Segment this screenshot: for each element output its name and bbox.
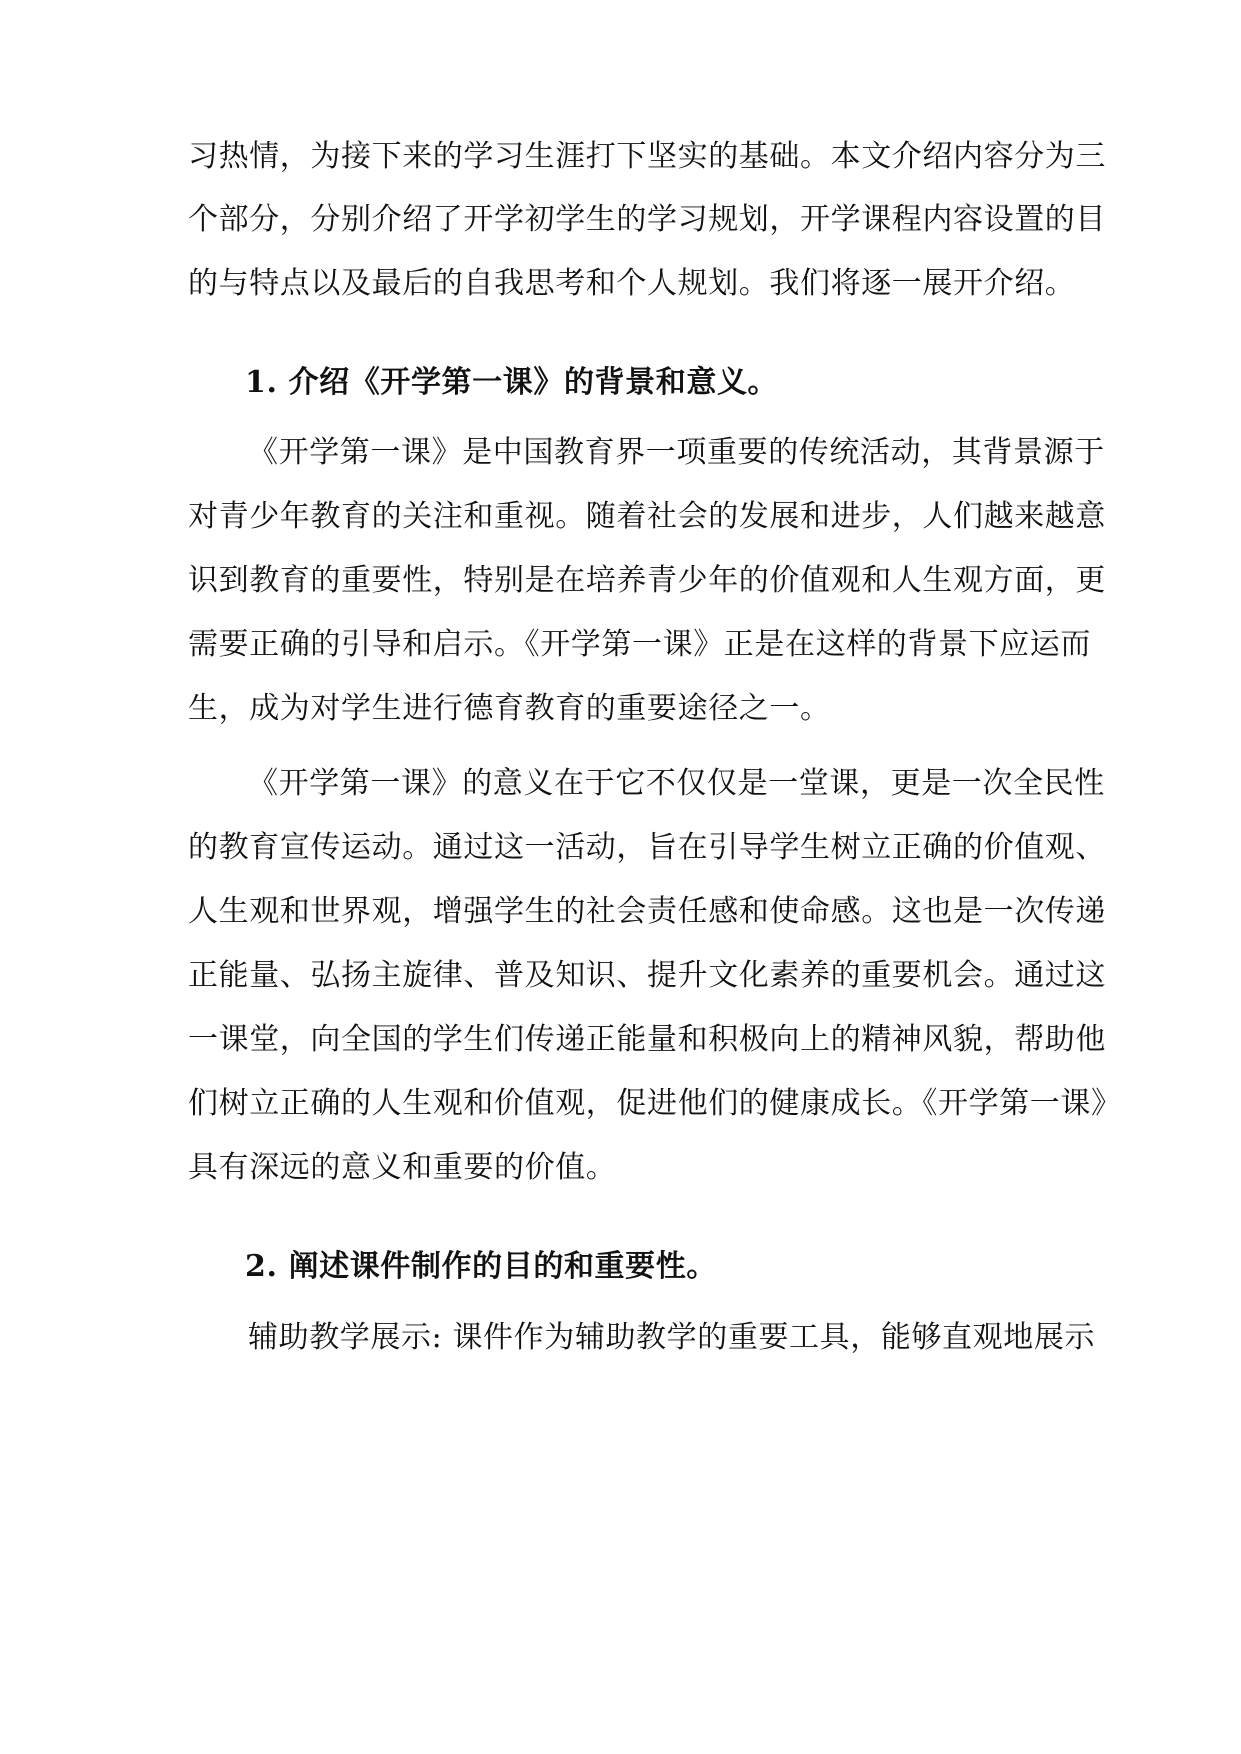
paragraph-line: 《开学第一课》是中国教育界一项重要的传统活动，其背景源于 (248, 435, 1105, 470)
paragraph-line: 生，成为对学生进行德育教育的重要途径之一。 (188, 691, 831, 726)
section-heading-2: 2. 阐述课件制作的目的和重要性。 (245, 1249, 717, 1284)
paragraph-line: 们树立正确的人生观和价值观，促进他们的健康成长。《开学第一课》 (188, 1086, 1122, 1121)
paragraph-line: 习热情，为接下来的学习生涯打下坚实的基础。本文介绍内容分为三 (188, 139, 1106, 174)
paragraph-line: 个部分，分别介绍了开学初学生的学习规划，开学课程内容设置的目 (188, 202, 1106, 237)
paragraph-line: 需要正确的引导和启示。《开学第一课》正是在这样的背景下应运而 (188, 627, 1091, 662)
paragraph-line: 《开学第一课》的意义在于它不仅仅是一堂课，更是一次全民性 (248, 766, 1105, 801)
paragraph-line: 人生观和世界观，增强学生的社会责任感和使命感。这也是一次传递 (188, 894, 1106, 929)
paragraph-line: 具有深远的意义和重要的价值。 (188, 1150, 617, 1185)
paragraph-line: 的教育宣传运动。通过这一活动，旨在引导学生树立正确的价值观、 (188, 830, 1106, 865)
paragraph-line: 正能量、弘扬主旋律、普及知识、提升文化素养的重要机会。通过这 (188, 958, 1106, 993)
section-heading-1: 1. 介绍《开学第一课》的背景和意义。 (245, 365, 779, 400)
paragraph-line: 识到教育的重要性，特别是在培养青少年的价值观和人生观方面，更 (188, 563, 1106, 598)
paragraph-line: 辅助教学展示: 课件作为辅助教学的重要工具，能够直观地展示 (248, 1320, 1096, 1355)
paragraph-line: 一课堂，向全国的学生们传递正能量和积极向上的精神风貌，帮助他 (188, 1022, 1106, 1057)
paragraph-line: 对青少年教育的关注和重视。随着社会的发展和进步，人们越来越意 (188, 499, 1106, 534)
paragraph-line: 的与特点以及最后的自我思考和个人规划。我们将逐一展开介绍。 (188, 266, 1076, 301)
